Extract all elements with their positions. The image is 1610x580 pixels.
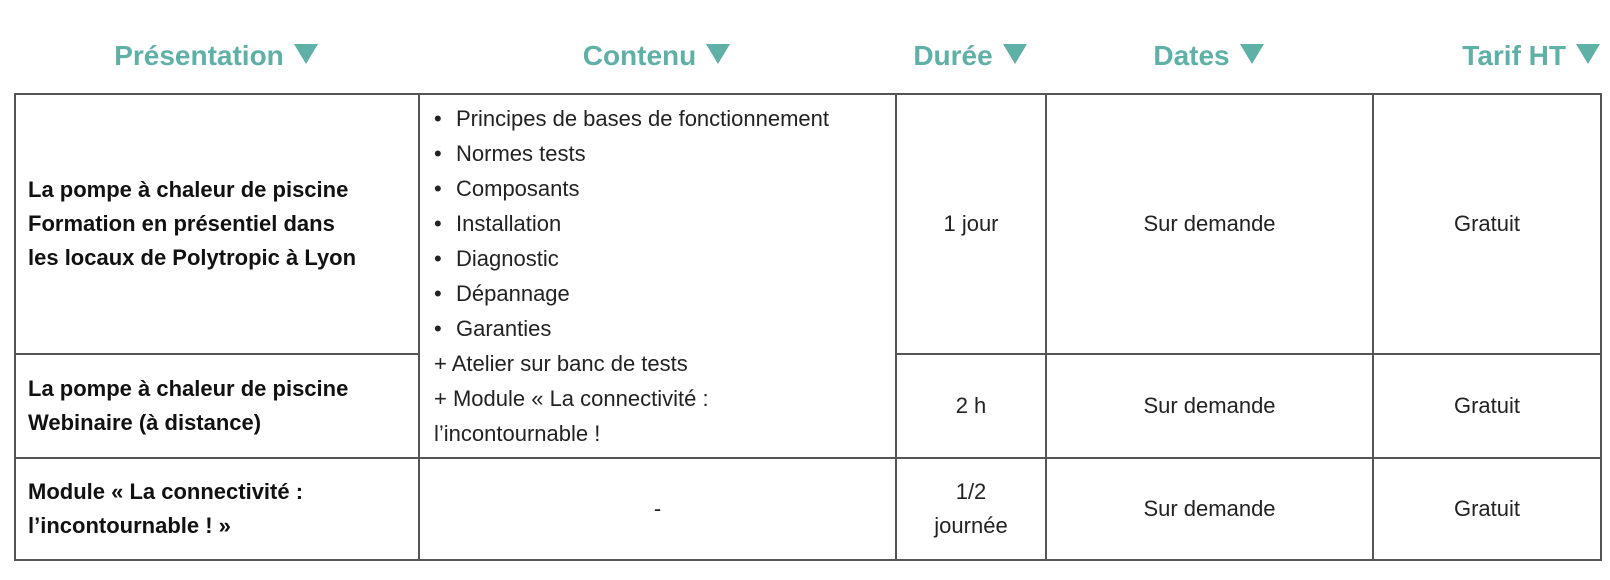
presentation-line: La pompe à chaleur de piscine bbox=[28, 376, 349, 402]
header-dates[interactable] bbox=[1045, 34, 1372, 78]
triangle-down-icon[interactable] bbox=[1003, 44, 1027, 64]
training-table bbox=[14, 93, 1602, 561]
presentation-cell bbox=[15, 458, 419, 560]
content-cell: - bbox=[419, 458, 896, 560]
dates-cell: Sur demande bbox=[1046, 458, 1373, 560]
content-extra-line: + Atelier sur banc de tests bbox=[434, 351, 688, 376]
price-cell: Gratuit bbox=[1373, 458, 1601, 560]
header-label: Dates bbox=[1153, 40, 1230, 71]
header-label: Tarif HT bbox=[1462, 40, 1566, 71]
presentation-line: les locaux de Polytropic à Lyon bbox=[28, 245, 357, 271]
list-item: • Installation bbox=[434, 206, 889, 241]
list-item: • Diagnostic bbox=[434, 241, 889, 276]
content-cell bbox=[419, 94, 896, 458]
presentation-line: La pompe à chaleur de piscine bbox=[28, 177, 349, 203]
list-item: • Dépannage bbox=[434, 276, 889, 311]
content-extra-line: l’incontournable ! bbox=[434, 421, 601, 446]
duration-line: 1/2 bbox=[955, 479, 987, 504]
table-row bbox=[15, 458, 1601, 560]
header-label: Présentation bbox=[114, 40, 284, 71]
duration-cell: 2 h bbox=[896, 354, 1046, 458]
presentation-cell bbox=[15, 354, 419, 458]
header-presentation[interactable] bbox=[14, 34, 418, 78]
content-extra-line: + Module « La connectivité : bbox=[434, 386, 709, 411]
header-label: Contenu bbox=[582, 40, 697, 71]
duration-line: journée bbox=[934, 513, 1008, 538]
triangle-down-icon[interactable] bbox=[706, 44, 730, 64]
triangle-down-icon[interactable] bbox=[294, 44, 318, 64]
triangle-down-icon[interactable] bbox=[1240, 44, 1264, 64]
header-tarif[interactable] bbox=[1372, 34, 1600, 78]
table-row bbox=[15, 94, 1601, 354]
presentation-line: Module « La connectivité : bbox=[28, 479, 304, 504]
column-headers bbox=[0, 0, 1610, 92]
presentation-line: Formation en présentiel dans bbox=[28, 211, 335, 237]
presentation-cell bbox=[15, 94, 419, 354]
price-cell: Gratuit bbox=[1373, 94, 1601, 354]
dates-cell: Sur demande bbox=[1046, 94, 1373, 354]
header-label: Durée bbox=[913, 40, 993, 71]
duration-cell: 1 jour bbox=[896, 94, 1046, 354]
presentation-line: l’incontournable ! » bbox=[28, 513, 231, 538]
list-item: • Principes de bases de fonctionnement bbox=[434, 101, 889, 136]
presentation-line: Webinaire (à distance) bbox=[28, 410, 262, 436]
header-contenu[interactable] bbox=[418, 34, 895, 78]
triangle-down-icon[interactable] bbox=[1576, 44, 1600, 64]
list-item: • Garanties bbox=[434, 311, 889, 346]
duration-cell bbox=[896, 458, 1046, 560]
price-cell: Gratuit bbox=[1373, 354, 1601, 458]
dates-cell: Sur demande bbox=[1046, 354, 1373, 458]
list-item: • Composants bbox=[434, 171, 889, 206]
content-bullet-list bbox=[434, 101, 889, 346]
header-duree[interactable] bbox=[895, 34, 1045, 78]
list-item: • Normes tests bbox=[434, 136, 889, 171]
